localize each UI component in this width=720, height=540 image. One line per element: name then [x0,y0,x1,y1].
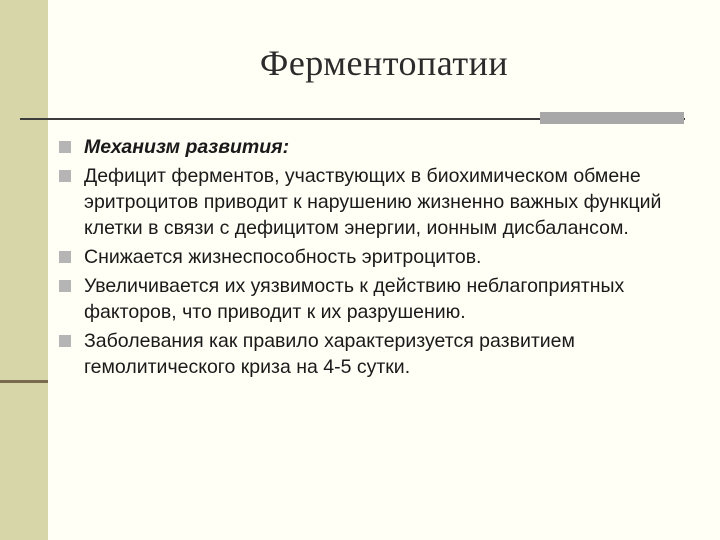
bullet-item [56,134,706,160]
square-bullet-icon [59,170,71,182]
square-bullet-icon [59,280,71,292]
left-decorative-band [0,0,48,540]
bullet-text: Увеличивается их уязвимость к действию неблагоприятных факторов, что приводит к их разрушению. [84,275,625,323]
bullet-text: Снижается жизнеспособность эритроцитов. [84,246,482,268]
square-bullet-icon [59,251,71,263]
title-divider-bar [540,112,684,124]
slide-title: Ферментопатии [259,43,509,83]
left-band-accent-line [0,380,48,383]
square-bullet-icon [59,335,71,347]
bullet-list [56,134,706,383]
square-bullet-icon [59,141,71,153]
bullet-item [56,328,706,380]
bullet-item [56,244,706,270]
bullet-item [56,163,706,241]
bullet-item [56,273,706,325]
bullet-text: Дефицит ферментов, участвующих в биохимическом обмене эритроцитов приводит к нарушению жизненно важных функций клетки в связи с дефицитом энергии, ионным дисбалансом. [84,165,662,239]
bullet-text: Механизм развития: [84,136,290,158]
bullet-text: Заболевания как правило характеризуется развитием гемолитического криза на 4-5 сутки. [84,330,575,378]
